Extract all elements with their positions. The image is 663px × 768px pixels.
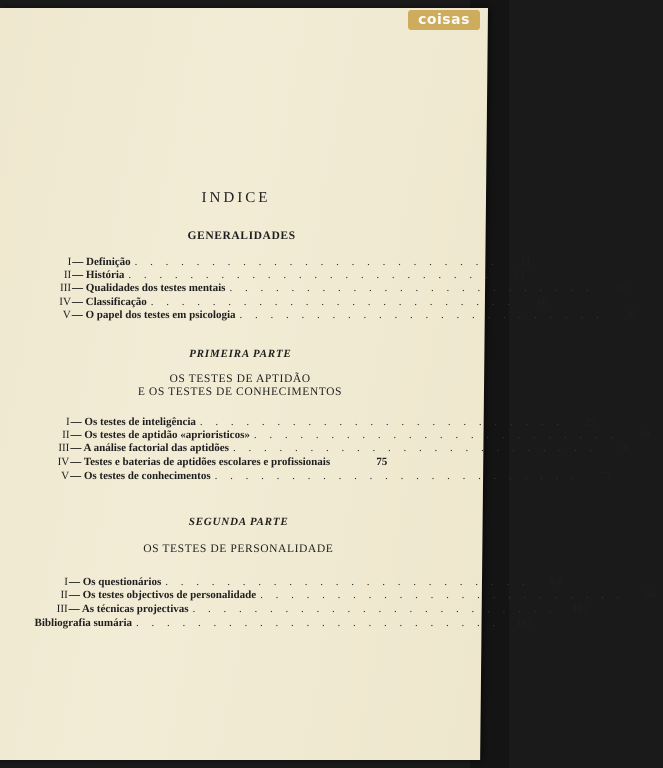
entry-number: IV bbox=[57, 456, 70, 468]
leader-dots: . . . . . . . . . . . . . . . . . . . . . . . . bbox=[260, 589, 625, 601]
entry-page: 20 bbox=[624, 309, 636, 321]
entry-page: 84 bbox=[550, 576, 562, 588]
entry-label: — Classificação bbox=[71, 296, 147, 308]
entry-label: — Qualidades dos testes mentais bbox=[72, 282, 226, 294]
leader-dots: . . . . . . . . . . . . . . . . . . . . . . . . bbox=[165, 576, 530, 588]
entry-label: — História bbox=[72, 269, 125, 281]
entry-page: 77 bbox=[599, 470, 611, 482]
entry-page: 147 bbox=[515, 617, 533, 629]
leader-dots: . . . . . . . . . . . . . . . . . . . . . . . . bbox=[128, 269, 493, 281]
entry-label: — As técnicas projectivas bbox=[68, 603, 189, 615]
leader-dots: . . . . . . . . . . . . . . . . . . . . . . . . bbox=[239, 309, 604, 321]
section-subheading-aptidao: OS TESTES DE APTIDÃO bbox=[169, 373, 311, 385]
toc-entry bbox=[29, 442, 630, 455]
leader-dots: . . . . . . . . . . . . . . . . . . . . . . . . bbox=[229, 282, 594, 294]
leader-dots: . . . . . . . . . . . . . . . . . . . . . . . . bbox=[232, 442, 598, 454]
toc-entry bbox=[29, 456, 387, 469]
leader-dots: . . . . . . . . . . . . . . . . . . . . . . . . bbox=[135, 617, 501, 629]
entry-number: III bbox=[60, 282, 72, 294]
toc-entry bbox=[29, 470, 611, 483]
toc-entry bbox=[28, 576, 562, 589]
entry-label: Bibliografia sumária bbox=[34, 617, 133, 629]
part-heading-segunda: SEGUNDA PARTE bbox=[188, 516, 289, 528]
entry-number: III bbox=[58, 442, 70, 454]
entry-label: — Os testes objectivos de personalidade bbox=[68, 589, 257, 601]
entry-label: — Os testes de inteligência bbox=[70, 416, 196, 428]
leader-dots: . . . . . . . . . . . . . . . . . . . . . . . . bbox=[134, 256, 500, 268]
entry-label: — Testes e baterias de aptidões escolares e profissionais bbox=[70, 456, 331, 468]
entry-number: III bbox=[56, 603, 68, 615]
entry-number: I bbox=[67, 256, 72, 268]
toc-entry-bibliografia bbox=[33, 617, 533, 630]
leader-dots: . . . . . . . . . . . . . . . . . . . . . . . . bbox=[199, 416, 565, 428]
entry-number: I bbox=[64, 576, 69, 588]
entry-page: 15 bbox=[614, 282, 626, 294]
leader-dots: . . . . . . . . . . . . . . . . . . . . . . . . bbox=[192, 603, 557, 615]
toc-entry bbox=[28, 589, 657, 602]
entry-label: — Os testes de conhecimentos bbox=[70, 470, 211, 482]
page-title: INDICE bbox=[201, 190, 271, 206]
book-page bbox=[0, 8, 657, 760]
watermark-logo: coisas bbox=[408, 10, 480, 30]
toc-entry bbox=[31, 282, 626, 295]
entry-page: 13 bbox=[513, 269, 525, 281]
entry-label: — Os testes de aptidão «aprioristicos» bbox=[70, 429, 250, 441]
entry-page: 49 bbox=[639, 429, 651, 441]
toc-entry bbox=[30, 416, 597, 429]
section-heading-generalidades: GENERALIDADES bbox=[187, 230, 296, 242]
toc-entry bbox=[31, 269, 525, 282]
entry-page: 18 bbox=[535, 296, 548, 308]
entry-page: 102 bbox=[572, 603, 589, 615]
leader-dots: . . . . . . . . . . . . . . . . . . . . . . . . bbox=[253, 429, 619, 441]
section-subheading-personalidade: OS TESTES DE PERSONALIDADE bbox=[143, 543, 334, 555]
section-subheading-conhecimentos: E OS TESTES DE CONHECIMENTOS bbox=[137, 386, 343, 398]
entry-page: 96 bbox=[645, 589, 657, 601]
entry-label: — Definição bbox=[72, 256, 131, 268]
entry-page: 11 bbox=[520, 256, 532, 268]
leader-dots: . . . . . . . . . . . . . . . . . . . . . . . . bbox=[150, 296, 516, 308]
part-heading-primeira: PRIMEIRA PARTE bbox=[189, 348, 292, 360]
toc-entry bbox=[31, 309, 636, 322]
entry-number: II bbox=[60, 589, 68, 601]
toc-entry bbox=[28, 603, 589, 616]
entry-number: II bbox=[63, 269, 72, 281]
entry-number: I bbox=[65, 416, 70, 428]
entry-number: IV bbox=[59, 296, 71, 308]
toc-entry bbox=[31, 256, 532, 269]
entry-number: V bbox=[61, 470, 70, 482]
entry-page: 29 bbox=[585, 416, 597, 428]
entry-label: — Os questionários bbox=[68, 576, 162, 588]
entry-page: 50 bbox=[618, 442, 630, 454]
entry-number: V bbox=[62, 309, 71, 321]
toc-entry bbox=[29, 429, 651, 442]
entry-page: 75 bbox=[376, 456, 388, 468]
entry-label: — O papel dos testes em psicologia bbox=[71, 309, 236, 321]
entry-label: — A análise factorial das aptidões bbox=[70, 442, 230, 454]
entry-number: II bbox=[62, 429, 70, 441]
leader-dots: . . . . . . . . . . . . . . . . . . . . . . . . bbox=[214, 470, 579, 482]
toc-entry bbox=[31, 296, 548, 309]
